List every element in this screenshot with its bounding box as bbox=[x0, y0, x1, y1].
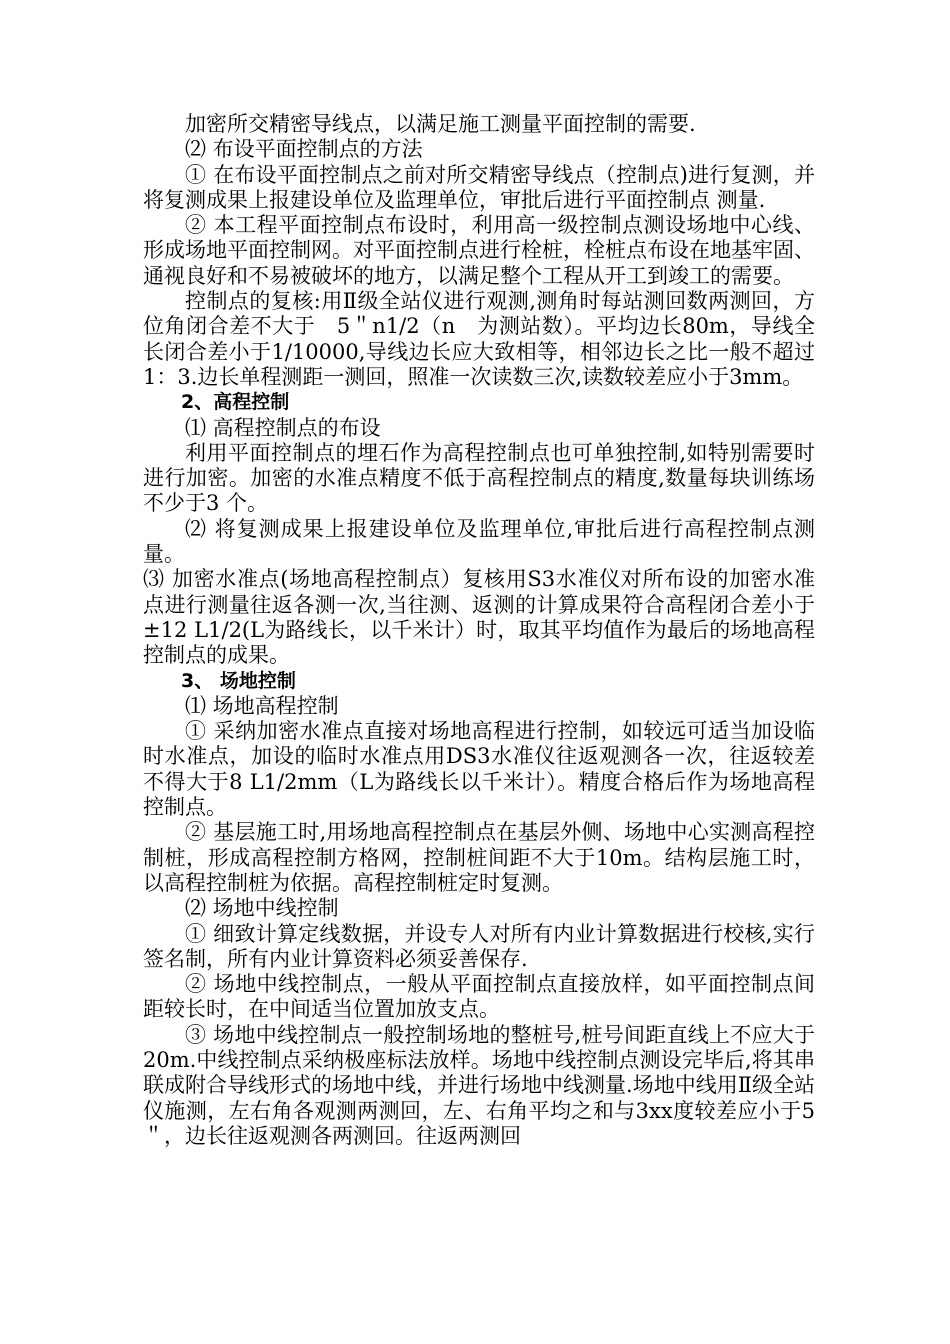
paragraph-14: ② 基层施工时,用场地高程控制点在基层外侧、场地中心实测高程控制桩，形成高程控制方格网，控制桩间距不大于10m。结构层施工时，以高程控制桩为依据。高程控制桩定时复测。 bbox=[143, 820, 815, 895]
paragraph-16: ① 细致计算定线数据，并设专人对所有内业计算数据进行校核,实行签名制，所有内业计算资料必须妥善保存. bbox=[143, 921, 815, 971]
subheading-layout-method: ⑵ 布设平面控制点的方法 bbox=[185, 137, 423, 162]
paragraph-1: 加密所交精密导线点，以满足施工测量平面控制的需要. bbox=[185, 112, 696, 136]
paragraph-4: ② 本工程平面控制点布设时，利用高一级控制点测设场地中心线、形成场地平面控制网。对平面控制点进行栓桩，栓桩点布设在地基牢固、通视良好和不易被破坏的地方，以满足整个工程从开工到竣工的需要。 bbox=[143, 213, 815, 288]
paragraph-3: ① 在布设平面控制点之前对所交精密导线点（控制点)进行复测，并将复测成果上报建设单位及监理单位，审批后进行平面控制点 测量. bbox=[143, 162, 815, 212]
section-heading-site-control: 3、 场地控制 bbox=[181, 669, 296, 692]
document-body bbox=[143, 112, 836, 1149]
paragraph-9: ⑵ 将复测成果上报建设单位及监理单位,审批后进行高程控制点测量。 bbox=[143, 516, 815, 567]
subheading-site-centerline-control: ⑵ 场地中线控制 bbox=[185, 896, 339, 921]
paragraph-18: ③ 场地中线控制点一般控制场地的整桩号,桩号间距直线上不应大于20m.中线控制点采纳极座标法放样。场地中线控制点测设完毕后,将其串联成附合导线形式的场地中线，并进行场地中线测量.场地中线用Ⅱ级全站仪施测，左右角各观测两测回，左、右角平均之和与3xx度较差应小于5＂，边长往返观测各两测回。往返两测回 bbox=[143, 1022, 815, 1148]
paragraph-17: ② 场地中线控制点，一般从平面控制点直接放样，如平面控制点间距较长时，在中间适当位置加放支点。 bbox=[143, 972, 815, 1022]
paragraph-5: 控制点的复核:用Ⅱ级全站仪进行观测,测角时每站测回数两测回，方位角闭合差不大于 5＂n1/2（n 为测站数）。平均边长80m，导线全长闭合差小于1/10000,导线边长应大致相等，相邻边长之比一般不超过 1：3.边长单程测距一测回，照准一次读数三次,读数较差应小于3mm。 bbox=[143, 289, 836, 389]
subheading-elevation-point-layout: ⑴ 高程控制点的布设 bbox=[185, 415, 381, 440]
paragraph-8: 利用平面控制点的埋石作为高程控制点也可单独控制,如特别需要时进行加密。加密的水准点精度不低于高程控制点的精度,数量每块训练场不少于3 个。 bbox=[143, 440, 815, 516]
section-heading-elevation-control: 2、高程控制 bbox=[181, 391, 290, 414]
paragraph-10: ⑶ 加密水准点(场地高程控制点）复核用S3水准仪对所布设的加密水准点进行测量往返各测一次,当往测、返测的计算成果符合高程闭合差小于±12 L1/2(L为路线长，以千米计）时，取其平均值作为最后的场地高程控制点的成果。 bbox=[143, 567, 815, 668]
paragraph-13: ① 采纳加密水准点直接对场地高程进行控制，如较远可适当加设临时水准点，加设的临时水准点用DS3水准仪往返观测各一次，往返较差不得大于8 L1/2mm（L为路线长以千米计）。精度合格后作为场地高程控制点。 bbox=[143, 719, 815, 820]
subheading-site-elevation-control: ⑴ 场地高程控制 bbox=[185, 693, 339, 718]
